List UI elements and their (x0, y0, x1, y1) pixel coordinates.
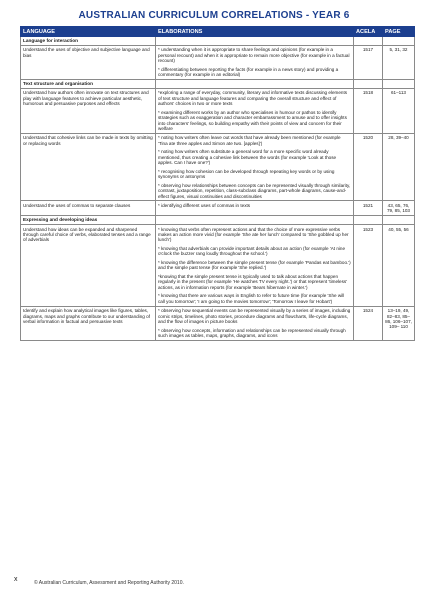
table-row (21, 133, 415, 201)
table-row (21, 201, 415, 216)
header-elaborations: ELABORATIONS (156, 27, 354, 37)
elaboration-item: *knowing that the simple present tense is typically used to talk about actions that happen regularly in the present (for example 'He watches TV every night.') or that represent 'timeless' actions, as in information reports (for example 'Bears hibernate in winter.') (158, 273, 348, 290)
heading-empty-pages (383, 37, 415, 46)
acela-code: 1518 (354, 88, 383, 133)
language-description: Identify and explain how analytical images like figures, tables, diagrams, maps and graphs contribute to our understanding of verbal information in factual and persuasive texts (21, 306, 156, 340)
acela-code: 1524 (354, 306, 383, 340)
table-body (21, 37, 415, 341)
acela-code: 1521 (354, 201, 383, 216)
elaborations-cell (156, 88, 354, 133)
elaboration-item: * examining different works by an author who specialises in humour or pathos to identify strategies such as exaggeration and character embarrassment to amuse and to offer insights into characters' feelings, so building empathy with their points of view and concern for their welfare (158, 109, 347, 131)
elaboration-item: * observing how sequential events can be represented visually by a series of images, including comic strips, timelines, photo stories, procedure diagrams and flowcharts, life-cycle diagrams, and the flow of images in picture books (158, 308, 351, 324)
elaboration-item: * identifying different uses of commas in texts (158, 202, 251, 208)
page-references: 5, 31, 32 (383, 45, 415, 79)
elaborations-cell (156, 225, 354, 307)
section-heading-row (21, 216, 415, 225)
language-description: Understand that cohesive links can be made in texts by omitting or replacing words (21, 133, 156, 201)
heading-empty-pages (383, 80, 415, 89)
page-references: 43, 65, 76, 79, 85, 103 (383, 201, 415, 216)
elaboration-item: * noting how writers often leave out words that have already been mentioned (for example 'Tina ate three apples and Simon ate two. [apples]') (158, 135, 341, 146)
heading-empty-code (354, 37, 383, 46)
header-language: LANGUAGE (21, 27, 156, 37)
elaboration-item: * knowing that adverbials can provide important details about an action (for example 'At nine o'clock the buzzer rang loudly throughout the school.') (158, 245, 346, 257)
section-heading: Expressing and developing ideas (21, 216, 156, 225)
elaborations-cell (156, 201, 354, 216)
language-description: Understand how authors often innovate on text structures and play with language features to achieve particular aesthetic, humorous and persuasive purposes and effects (21, 88, 156, 133)
elaboration-item: *exploring a range of everyday, community, literary and informative texts discussing elements of text structure and language features and comparing the overall structure and effect of authors' choices in two or more texts (158, 90, 348, 107)
correlations-table-wrap (20, 26, 414, 341)
elaboration-item: * observing how concepts, information and relationships can be represented visually through such images as tables, maps, graphs, diagrams, and icons (158, 327, 346, 338)
elaboration-item: * knowing that there are various ways in English to refer to future time (for example 'She will call you tomorrow'; 'I am going to the movies tomorrow'; 'Tomorrow I leave for Hobart') (158, 293, 345, 304)
section-heading: Language for interaction (21, 37, 156, 46)
elaboration-item: * noting how writers often substitute a general word for a more specific word already mentioned, thus creating a cohesive link between the words (for example 'Look at those apples. Can I have one?') (158, 149, 337, 166)
elaborations-cell (156, 133, 354, 201)
table-row (21, 306, 415, 340)
page-title: AUSTRALIAN CURRICULUM CORRELATIONS - YEAR 6 (78, 10, 350, 21)
elaborations-cell (156, 45, 354, 79)
elaboration-item: * understanding when it is appropriate to share feelings and opinions (for example in a personal recount) and when it is appropriate to remain more objective (for example in a factual recount) (158, 47, 350, 64)
language-description: Understand the uses of objective and subjective language and bias (21, 45, 156, 79)
table-row (21, 45, 415, 79)
table-row (21, 225, 415, 307)
heading-empty-code (354, 80, 383, 89)
language-description: Understand how ideas can be expanded and sharpened through careful choice of verbs, elaborated tenses and a range of adverbials (21, 225, 156, 307)
elaboration-item: * recognising how cohesion can be developed through repeating key words or by using synonyms or antonyms (158, 168, 335, 180)
page-references: 13–19, 49, 82–83, 85–86, 106–107, 109– 110 (383, 306, 415, 340)
correlations-table (20, 26, 415, 341)
heading-empty-elaborations (156, 37, 354, 46)
elaboration-item: * observing how relationships between concepts can be represented visually through similarity, contrast, juxtaposition, repetition, class-subclass diagrams, part-whole diagrams, cause-and-effect figures, visual continuities and discontinuities (158, 182, 351, 199)
acela-code: 1517 (354, 45, 383, 79)
section-heading-row (21, 80, 415, 89)
language-description: Understand the uses of commas to separate clauses (21, 201, 156, 216)
elaboration-item: * knowing the difference between the simple present tense (for example 'Pandas eat bamboo.') and the simple past tense (for example 'She replied.') (158, 259, 351, 271)
acela-code: 1520 (354, 133, 383, 201)
heading-empty-code (354, 216, 383, 225)
header-acela: ACELA (354, 27, 383, 37)
table-row (21, 88, 415, 133)
heading-empty-elaborations (156, 216, 354, 225)
page-references: 40, 55, 56 (383, 225, 415, 307)
copyright-footer: © Australian Curriculum, Assessment and Reporting Authority 2010. (34, 580, 184, 586)
acela-code: 1523 (354, 225, 383, 307)
header-page: PAGE (383, 27, 415, 37)
footer-mark: x (14, 576, 18, 583)
section-heading-row (21, 37, 415, 46)
elaboration-item: * differentiating between reporting the facts (for example in a news story) and providing a commentary (for example in an editorial) (158, 66, 339, 78)
elaboration-item: * knowing that verbs often represent actions and that the choice of more expressive verbs makes an action more vivid (for example 'She ate her lunch' compared to 'She gobbled up her lunch') (158, 226, 349, 243)
heading-empty-pages (383, 216, 415, 225)
page-references: 28, 39–40 (383, 133, 415, 201)
table-header-row (21, 27, 415, 37)
elaborations-cell (156, 306, 354, 340)
heading-empty-elaborations (156, 80, 354, 89)
section-heading: Text structure and organisation (21, 80, 156, 89)
page-references: 61–113 (383, 88, 415, 133)
